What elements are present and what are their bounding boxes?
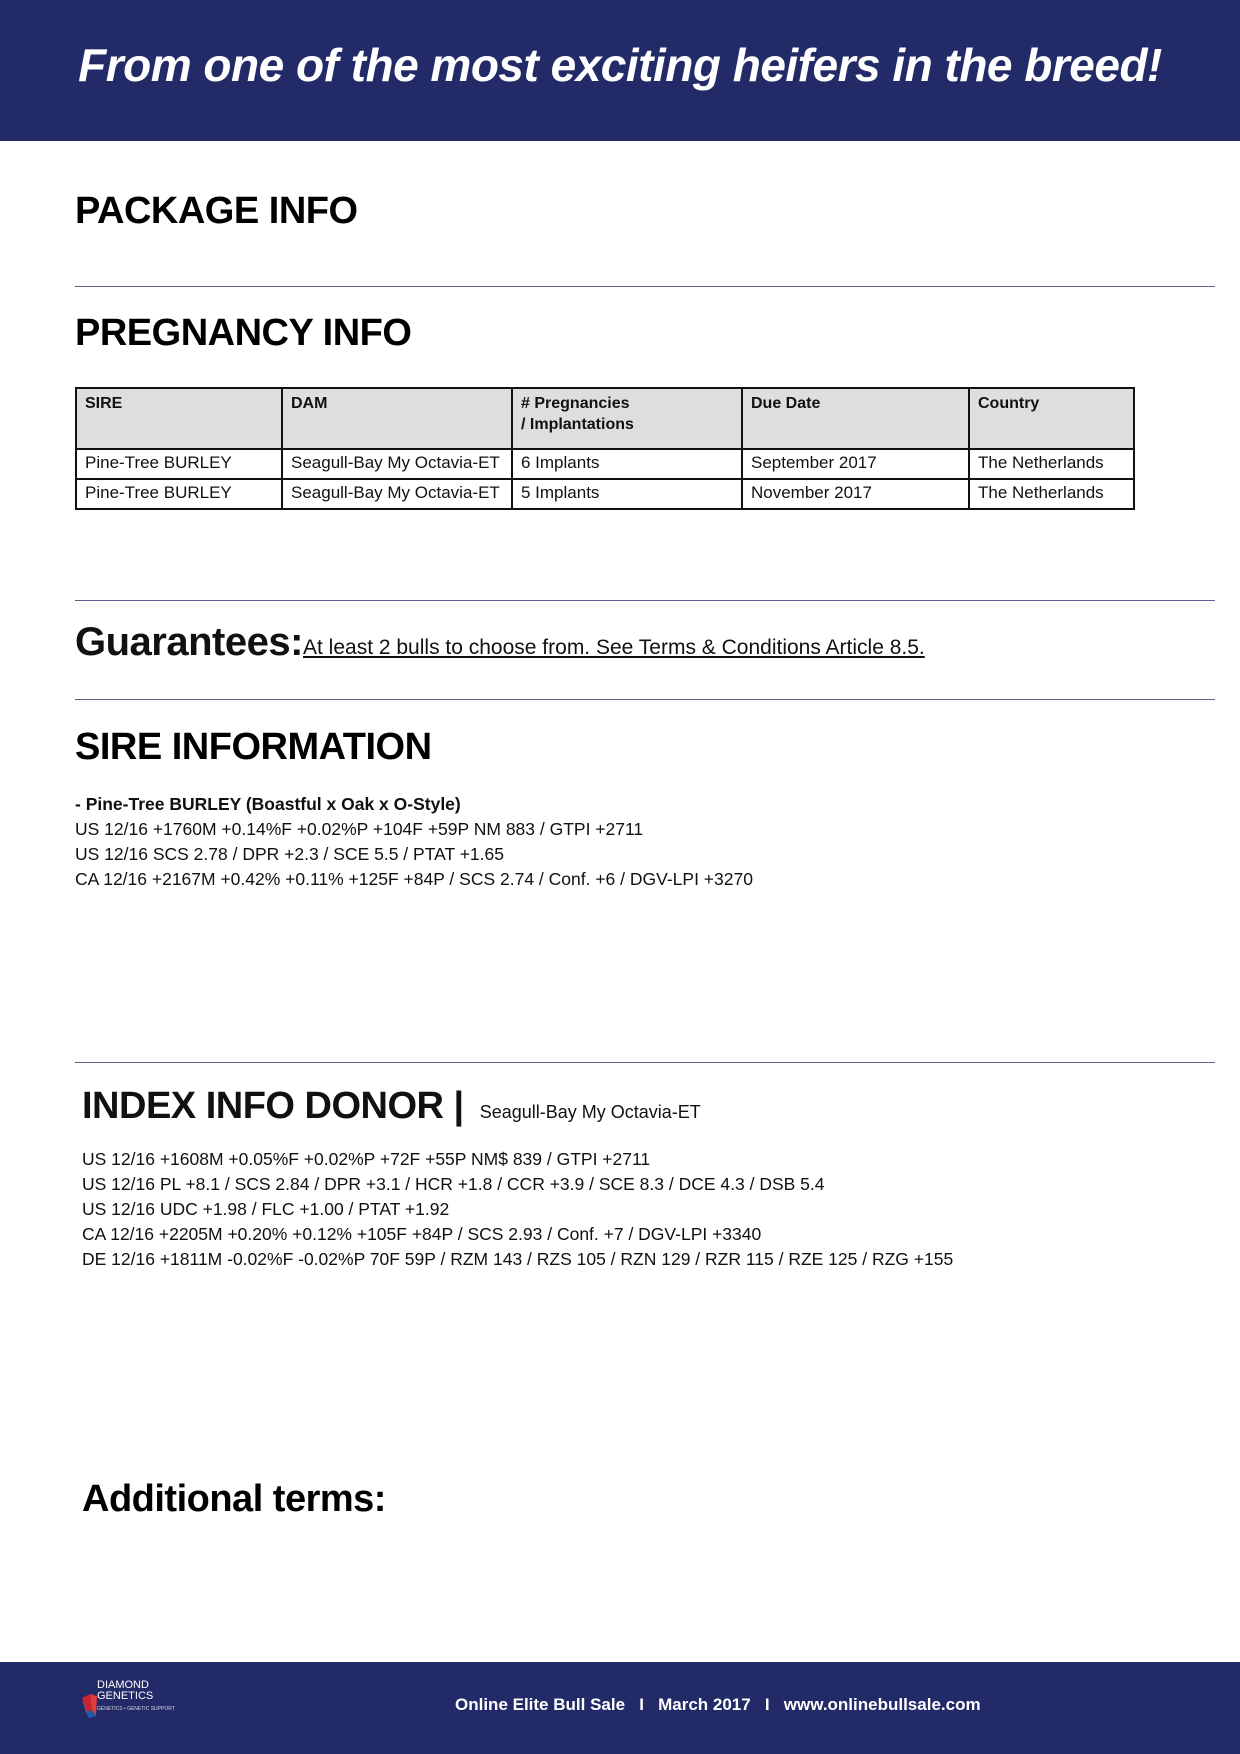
logo-tagline: GENETICS • GENETIC SUPPORT <box>97 1706 175 1712</box>
table-header-row <box>76 388 1134 449</box>
logo-line2: GENETICS <box>97 1690 154 1702</box>
cell-dam: Seagull-Bay My Octavia-ET <box>282 449 512 479</box>
cell-sire: Pine-Tree BURLEY <box>76 449 282 479</box>
sire-line: US 12/16 +1760M +0.14%F +0.02%P +104F +59P NM 883 / GTPI +2711 <box>75 819 644 839</box>
pregnancy-info-title: PREGNANCY INFO <box>75 312 412 354</box>
footer-text: Online Elite Bull Sale I March 2017 I www.onlinebullsale.com <box>455 1695 981 1714</box>
cell-country: The Netherlands <box>969 449 1134 479</box>
donor-index-text <box>82 1147 953 1272</box>
cell-due-date: September 2017 <box>742 449 969 479</box>
donor-line: US 12/16 +1608M +0.05%F +0.02%P +72F +55P NM$ 839 / GTPI +2711 <box>82 1149 651 1169</box>
sire-information-title: SIRE INFORMATION <box>75 726 432 768</box>
donor-line: DE 12/16 +1811M -0.02%F -0.02%P 70F 59P / RZM 143 / RZS 105 / RZN 129 / RZR 115 / RZE 125 / RZG +155 <box>82 1249 954 1269</box>
pregnancy-table <box>75 387 1135 510</box>
table-row <box>76 449 1134 479</box>
guarantees-link[interactable]: At least 2 bulls to choose from. See Terms & Conditions Article 8.5. <box>303 636 925 659</box>
sire-line: US 12/16 SCS 2.78 / DPR +2.3 / SCE 5.5 / PTAT +1.65 <box>75 844 504 864</box>
cell-country: The Netherlands <box>969 479 1134 509</box>
package-info-title: PACKAGE INFO <box>75 190 358 232</box>
header-banner <box>0 0 1240 141</box>
cell-due-date: November 2017 <box>742 479 969 509</box>
additional-terms-title: Additional terms: <box>82 1478 386 1520</box>
donor-line: US 12/16 PL +8.1 / SCS 2.84 / DPR +3.1 / HCR +1.8 / CCR +3.9 / SCE 8.3 / DCE 4.3 / DSB 5.4 <box>82 1174 825 1194</box>
divider <box>75 699 1215 700</box>
cell-sire: Pine-Tree BURLEY <box>76 479 282 509</box>
divider <box>75 1062 1215 1063</box>
column-header-pregnancies: # Pregnancies / Implantations <box>512 388 742 449</box>
guarantees-label: Guarantees: <box>75 620 303 664</box>
cell-pregnancies: 6 Implants <box>512 449 742 479</box>
sire-line: CA 12/16 +2167M +0.42% +0.11% +125F +84P / SCS 2.74 / Conf. +6 / DGV-LPI +3270 <box>75 869 753 889</box>
donor-line: US 12/16 UDC +1.98 / FLC +1.00 / PTAT +1.92 <box>82 1199 450 1219</box>
donor-name: Seagull-Bay My Octavia-ET <box>479 1102 701 1122</box>
cell-dam: Seagull-Bay My Octavia-ET <box>282 479 512 509</box>
divider <box>75 286 1215 287</box>
donor-line: CA 12/16 +2205M +0.20% +0.12% +105F +84P / SCS 2.93 / Conf. +7 / DGV-LPI +3340 <box>82 1224 762 1244</box>
table-row <box>76 479 1134 509</box>
cell-pregnancies: 5 Implants <box>512 479 742 509</box>
column-header-country: Country <box>969 388 1134 449</box>
divider <box>75 600 1215 601</box>
title-separator: | <box>453 1085 464 1127</box>
header-title: From one of the most exciting heifers in the breed! <box>78 38 1162 91</box>
footer-logo-text <box>97 1680 175 1715</box>
column-header-sire: SIRE <box>76 388 282 449</box>
sire-information-text <box>75 792 753 892</box>
index-info-donor-heading <box>82 1085 701 1128</box>
column-header-dam: DAM <box>282 388 512 449</box>
index-info-donor-title: INDEX INFO DONOR <box>82 1085 444 1127</box>
logo-line1: DIAMOND <box>97 1679 149 1691</box>
column-header-due-date: Due Date <box>742 388 969 449</box>
sire-headline: - Pine-Tree BURLEY (Boastful x Oak x O-Style) <box>75 794 461 814</box>
